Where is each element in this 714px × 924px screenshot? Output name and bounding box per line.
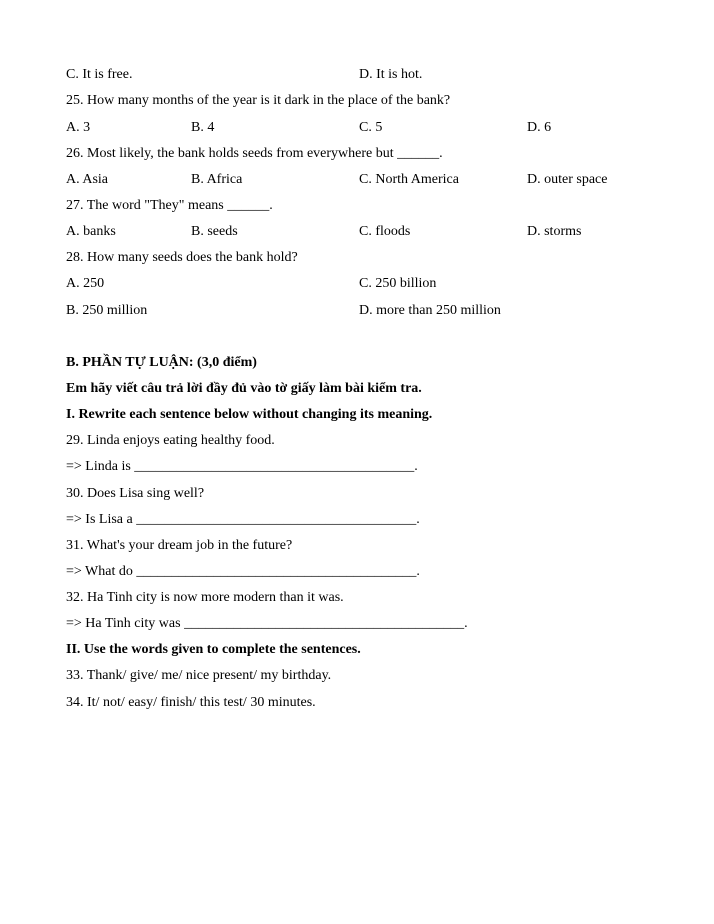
- q25-option-b: B. 4: [191, 120, 215, 135]
- q25-option-a: A. 3: [66, 120, 91, 135]
- q32-question: 32. Ha Tinh city is now more modern than it was.: [66, 590, 344, 605]
- section-2-heading: II. Use the words given to complete the sentences.: [66, 642, 361, 657]
- q25-question: 25. How many months of the year is it dark in the place of the bank?: [66, 93, 451, 108]
- q32-answer-line: => Ha Tinh city was ________________________________________.: [66, 616, 468, 631]
- q31-answer-line: => What do ________________________________________.: [66, 564, 420, 579]
- q28-option-a: A. 250: [66, 276, 105, 291]
- q26-option-a: A. Asia: [66, 172, 108, 187]
- q24-option-d: D. It is hot.: [359, 67, 423, 82]
- q24-option-c: C. It is free.: [66, 67, 133, 82]
- q33-prompt: 33. Thank/ give/ me/ nice present/ my birthday.: [66, 668, 332, 683]
- q27-option-a: A. banks: [66, 224, 116, 239]
- q30-question: 30. Does Lisa sing well?: [66, 486, 205, 501]
- q25-option-c: C. 5: [359, 120, 383, 135]
- q28-question: 28. How many seeds does the bank hold?: [66, 250, 298, 265]
- q27-option-c: C. floods: [359, 224, 411, 239]
- q26-option-b: B. Africa: [191, 172, 243, 187]
- q26-option-d: D. outer space: [527, 172, 608, 187]
- q31-question: 31. What's your dream job in the future?: [66, 538, 293, 553]
- q29-answer-line: => Linda is ________________________________________.: [66, 459, 418, 474]
- q26-option-c: C. North America: [359, 172, 459, 187]
- part-b-instruction: Em hãy viết câu trả lời đầy đủ vào tờ giấy làm bài kiểm tra.: [66, 381, 422, 396]
- part-b-heading: B. PHẦN TỰ LUẬN: (3,0 điểm): [66, 355, 257, 370]
- q25-option-d: D. 6: [527, 120, 552, 135]
- q29-question: 29. Linda enjoys eating healthy food.: [66, 433, 275, 448]
- q28-option-b: B. 250 million: [66, 303, 148, 318]
- q27-option-b: B. seeds: [191, 224, 238, 239]
- q28-option-c: C. 250 billion: [359, 276, 437, 291]
- q27-option-d: D. storms: [527, 224, 582, 239]
- q28-option-d: D. more than 250 million: [359, 303, 501, 318]
- q34-prompt: 34. It/ not/ easy/ finish/ this test/ 30 minutes.: [66, 695, 316, 710]
- section-1-heading: I. Rewrite each sentence below without changing its meaning.: [66, 407, 433, 422]
- q30-answer-line: => Is Lisa a ________________________________________.: [66, 512, 420, 527]
- q26-question: 26. Most likely, the bank holds seeds from everywhere but ______.: [66, 146, 443, 161]
- q27-question: 27. The word "They" means ______.: [66, 198, 273, 213]
